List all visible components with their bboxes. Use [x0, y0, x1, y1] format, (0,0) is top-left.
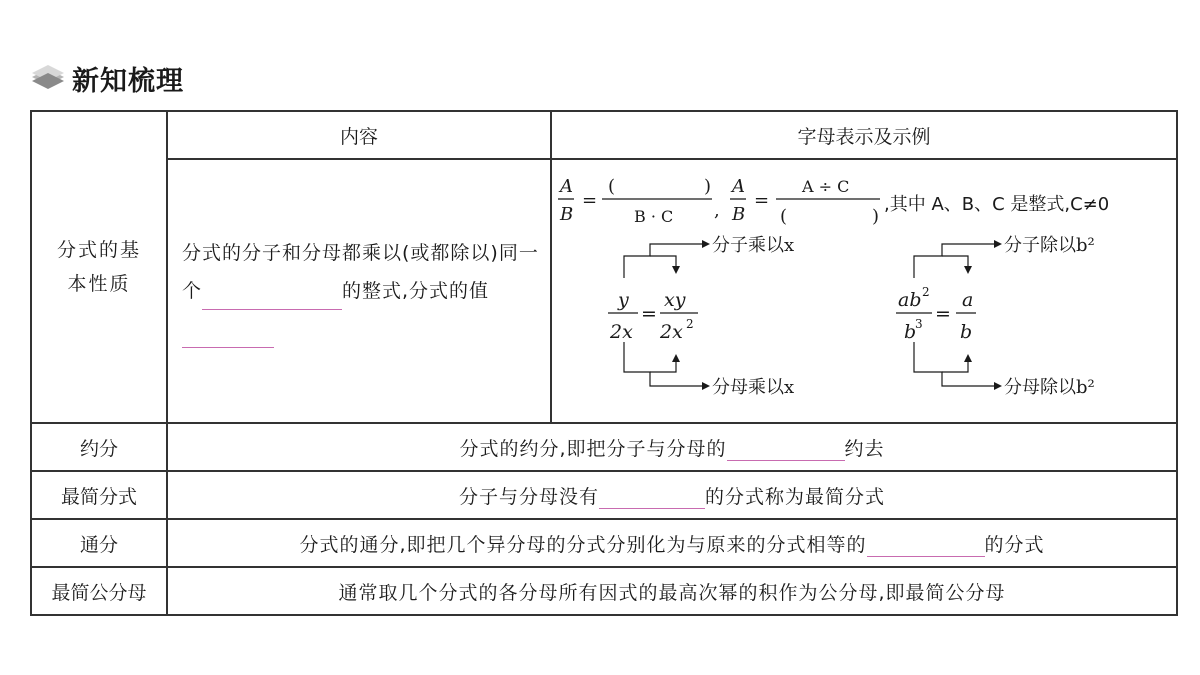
table-row	[31, 519, 1177, 567]
example-multiply-formula	[608, 289, 698, 343]
table-row	[31, 471, 1177, 519]
property-example-cell	[551, 159, 1177, 423]
ex2-bottom-label: 分母除以b²	[1004, 377, 1095, 398]
answer-blank[interactable]	[867, 530, 985, 557]
header-content: 内容	[167, 111, 551, 159]
answer-blank[interactable]	[727, 434, 845, 461]
svg-text:2: 2	[922, 285, 930, 299]
header-example: 字母表示及示例	[551, 111, 1177, 159]
property-label: 分式的基本性质	[56, 239, 141, 295]
property-label-cell	[31, 111, 167, 423]
formula-note: ,其中 A、B、C 是整式,C≠0	[884, 194, 1110, 215]
svg-text:=: =	[935, 303, 951, 325]
row-label: 最简分式	[31, 471, 167, 519]
row-text-after: 的分式称为最简分式	[705, 485, 886, 508]
svg-text:ab: ab	[898, 289, 922, 311]
header-row	[31, 111, 1177, 159]
table-row	[31, 567, 1177, 615]
formula-multiply	[558, 176, 720, 226]
ex2-top-label: 分子除以b²	[1004, 235, 1095, 256]
svg-text:2x: 2x	[660, 321, 683, 343]
table-row	[31, 423, 1177, 471]
svg-text:B: B	[560, 204, 574, 225]
svg-text:(: (	[780, 206, 788, 227]
property-row	[31, 159, 1177, 423]
property-text-part1: 分式的分子和分母都乘以(或都除以)同一个	[182, 242, 539, 302]
svg-text:b: b	[904, 321, 917, 343]
section-heading	[30, 58, 184, 98]
summary-table	[30, 110, 1178, 616]
row-label: 通分	[31, 519, 167, 567]
svg-text:A ÷ C: A ÷ C	[802, 177, 850, 196]
svg-text:B · C: B · C	[634, 207, 674, 226]
svg-text:=: =	[754, 190, 770, 211]
row-content	[167, 567, 1177, 615]
row-text-before: 分子与分母没有	[458, 485, 599, 508]
row-content	[167, 423, 1177, 471]
row-text-after: 的分式	[984, 533, 1045, 556]
row-label: 最简公分母	[31, 567, 167, 615]
svg-text:3: 3	[915, 317, 923, 331]
row-label: 约分	[31, 423, 167, 471]
svg-text:A: A	[560, 176, 573, 197]
example-divide-b2	[914, 244, 994, 386]
svg-text:2: 2	[686, 317, 694, 331]
ex1-top-label: 分子乘以x	[712, 235, 795, 256]
row-text-before: 通常取几个分式的各分母所有因式的最高次幂的积作为公分母,即最简公分母	[338, 581, 1006, 604]
section-title: 新知梳理	[72, 65, 184, 97]
svg-text:2x: 2x	[610, 321, 633, 343]
row-text-before: 分式的约分,即把分子与分母的	[459, 437, 727, 460]
property-text-part2: 的整式,分式的值	[342, 280, 490, 302]
stacked-layers-icon	[30, 63, 66, 93]
svg-text:xy: xy	[664, 289, 686, 311]
row-content	[167, 471, 1177, 519]
example-diagram	[552, 160, 1178, 422]
formula-divide	[730, 176, 880, 227]
svg-text:): )	[872, 206, 880, 227]
ex1-bottom-label: 分母乘以x	[712, 377, 795, 398]
answer-blank[interactable]	[182, 321, 274, 348]
answer-blank[interactable]	[599, 482, 705, 509]
row-text-before: 分式的通分,即把几个异分母的分式分别化为与原来的分式相等的	[299, 533, 867, 556]
svg-text:(: (	[608, 176, 616, 197]
example-divide-formula	[896, 285, 976, 343]
row-content	[167, 519, 1177, 567]
example-multiply-x	[624, 244, 702, 386]
svg-text:A: A	[732, 176, 745, 197]
row-text-after: 约去	[844, 437, 885, 460]
property-content-cell	[167, 159, 551, 423]
svg-text:=: =	[582, 190, 598, 211]
svg-text:y: y	[618, 289, 629, 311]
answer-blank[interactable]	[202, 283, 342, 310]
svg-text:B: B	[732, 204, 746, 225]
svg-text:a: a	[962, 289, 974, 311]
svg-text:=: =	[641, 303, 657, 325]
svg-text:,: ,	[714, 200, 720, 221]
svg-text:): )	[704, 176, 712, 197]
svg-text:b: b	[960, 321, 973, 343]
